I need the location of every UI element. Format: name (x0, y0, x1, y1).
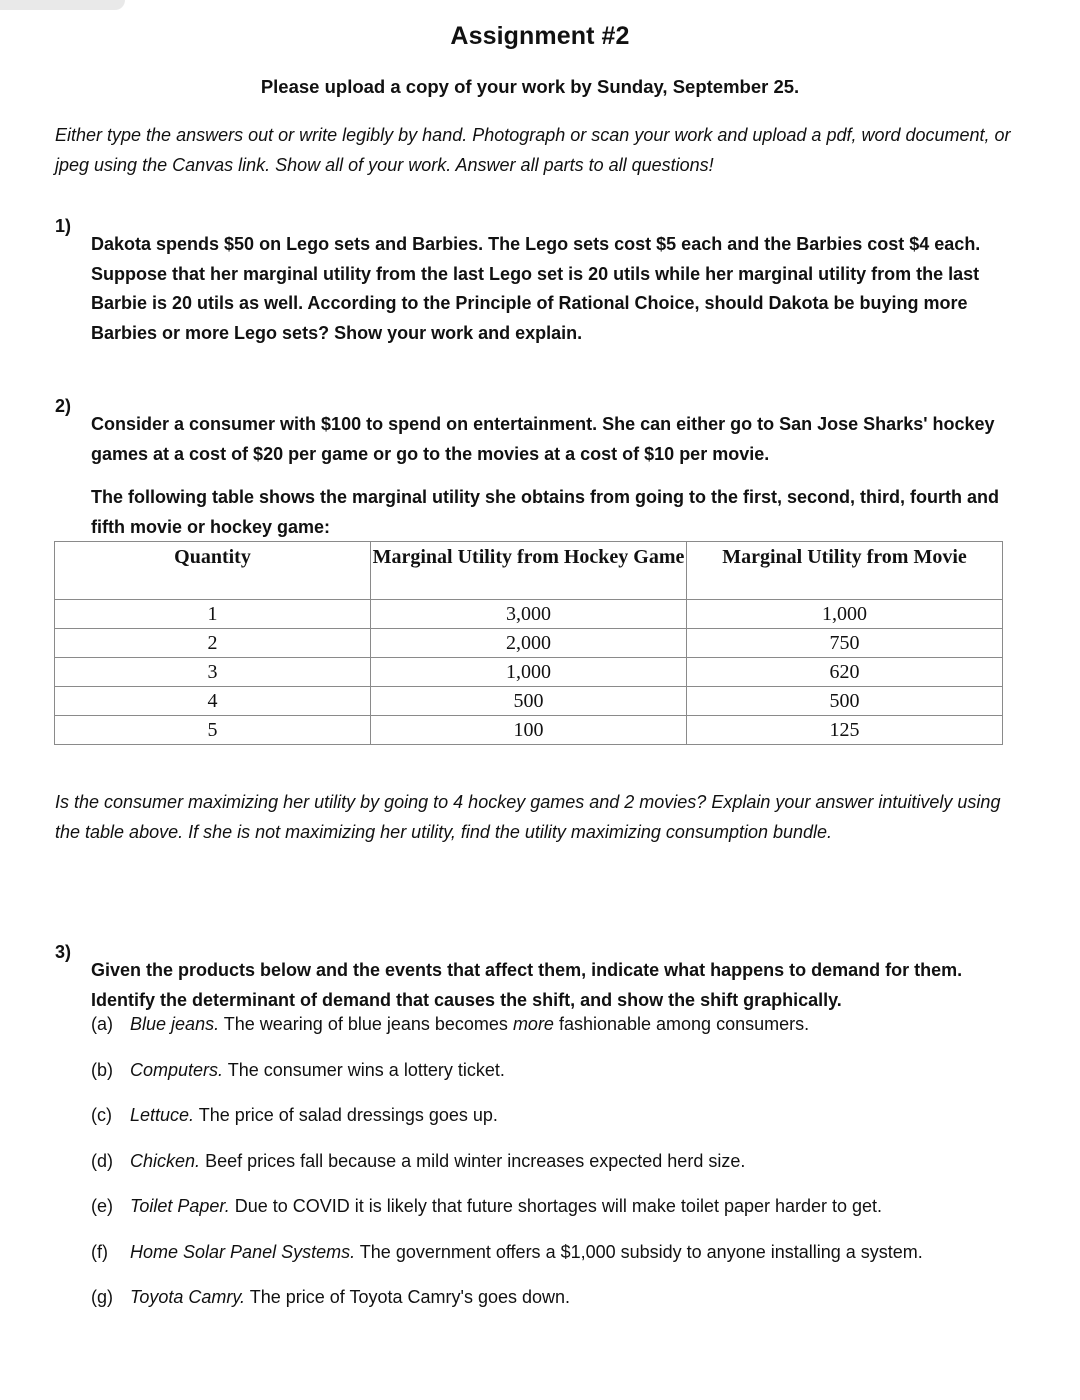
item-event: The price of salad dressings goes up. (198, 1105, 498, 1125)
question-3-number: 3) (55, 942, 72, 962)
list-item (91, 1147, 1051, 1193)
cell-mu-hockey: 100 (371, 716, 687, 745)
cell-mu-movie: 750 (687, 629, 1003, 658)
marginal-utility-table (54, 541, 1003, 745)
item-event-end: fashionable among consumers. (553, 1014, 810, 1034)
question-2-text: Consider a consumer with $100 to spend on entertainment. She can either go to San Jose Sharks' hockey games at a cost of $20 per game or go to the movies at a cost of $10 per movie. (91, 414, 995, 464)
item-event: Due to COVID it is likely that future shortages will make toilet paper harder to get. (234, 1196, 883, 1216)
item-product: Toyota Camry. (130, 1287, 246, 1307)
item-event: The consumer wins a lottery ticket. (227, 1059, 505, 1080)
item-product: Chicken. (130, 1150, 201, 1171)
item-label: (b) (91, 1059, 113, 1080)
due-date-line: Please upload a copy of your work by Sunday, September 25. (260, 76, 800, 97)
question-1-number: 1) (55, 216, 72, 236)
item-event: The wearing of blue jeans becomes (223, 1014, 513, 1034)
cell-mu-movie: 500 (687, 687, 1003, 716)
question-3-text: Given the products below and the events that affect them, indicate what happens to demand for them. Identify the determinant of demand that causes the shift, and show the shift graphically. (91, 960, 963, 1010)
item-event: Beef prices fall because a mild winter increases expected herd size. (205, 1150, 746, 1171)
demand-events-list (91, 1010, 1051, 1329)
cell-quantity: 1 (55, 600, 371, 629)
item-label: (d) (91, 1150, 113, 1171)
question-2-follow-up: Is the consumer maximizing her utility by going to 4 hockey games and 2 movies? Explain your answer intuitively using the table above. If she is not maximizing her utility, find the utility maximizing consumption bundle. (55, 792, 1001, 842)
cell-mu-hockey: 3,000 (371, 600, 687, 629)
item-event: The price of Toyota Camry's goes down. (249, 1287, 571, 1307)
cell-quantity: 4 (55, 687, 371, 716)
question-1-text: Dakota spends $50 on Lego sets and Barbies. The Lego sets cost $5 each and the Barbies cost $4 each. Suppose that her marginal utility from the last Lego set is 20 utils while her marginal utility from the last Barbie is 20 utils as well. According to the Principle of Rational Choice, should Dakota be buying more Barbies or more Lego sets? Show your work and explain. (91, 234, 981, 343)
header-quantity: Quantity (55, 542, 371, 600)
item-product: Lettuce. (130, 1105, 195, 1125)
question-2-table-intro: The following table shows the marginal utility she obtains from going to the first, second, third, fourth and fifth movie or hockey game: (91, 487, 1000, 537)
table-row (55, 600, 1003, 629)
item-label: (e) (91, 1196, 113, 1216)
cell-mu-hockey: 500 (371, 687, 687, 716)
item-product: Blue jeans. (130, 1014, 220, 1034)
cell-mu-movie: 125 (687, 716, 1003, 745)
cell-quantity: 2 (55, 629, 371, 658)
item-product: Home Solar Panel Systems. (130, 1241, 356, 1262)
instructions-paragraph: Either type the answers out or write legibly by hand. Photograph or scan your work and upload a pdf, word document, or jpeg using the Canvas link. Show all of your work. Answer all parts to all questions! (55, 125, 1011, 175)
list-item (91, 1238, 1051, 1284)
table-header-row (55, 542, 1003, 600)
list-item (91, 1010, 1051, 1056)
cell-mu-hockey: 2,000 (371, 629, 687, 658)
list-item (91, 1283, 1051, 1329)
table-row (55, 687, 1003, 716)
header-mu-movie: Marginal Utility from Movie (687, 542, 1003, 600)
item-label: (f) (91, 1241, 108, 1262)
cell-mu-movie: 620 (687, 658, 1003, 687)
table-row (55, 658, 1003, 687)
item-label: (a) (91, 1014, 113, 1034)
item-label: (c) (91, 1105, 112, 1125)
cell-mu-hockey: 1,000 (371, 658, 687, 687)
table-row (55, 629, 1003, 658)
list-item (91, 1056, 1051, 1102)
cell-quantity: 3 (55, 658, 371, 687)
item-event-emphasis: more (512, 1014, 554, 1034)
page-title: Assignment #2 (450, 22, 630, 50)
list-item (91, 1101, 1051, 1147)
top-left-corner-shade (0, 0, 125, 10)
cell-mu-movie: 1,000 (687, 600, 1003, 629)
item-event: The government offers a $1,000 subsidy to anyone installing a system. (359, 1241, 923, 1262)
question-2-number: 2) (55, 396, 72, 416)
header-mu-hockey: Marginal Utility from Hockey Game (371, 542, 687, 600)
cell-quantity: 5 (55, 716, 371, 745)
item-product: Toilet Paper. (130, 1196, 230, 1216)
item-label: (g) (91, 1287, 113, 1307)
table-row (55, 716, 1003, 745)
item-product: Computers. (130, 1059, 224, 1080)
list-item (91, 1192, 1051, 1238)
